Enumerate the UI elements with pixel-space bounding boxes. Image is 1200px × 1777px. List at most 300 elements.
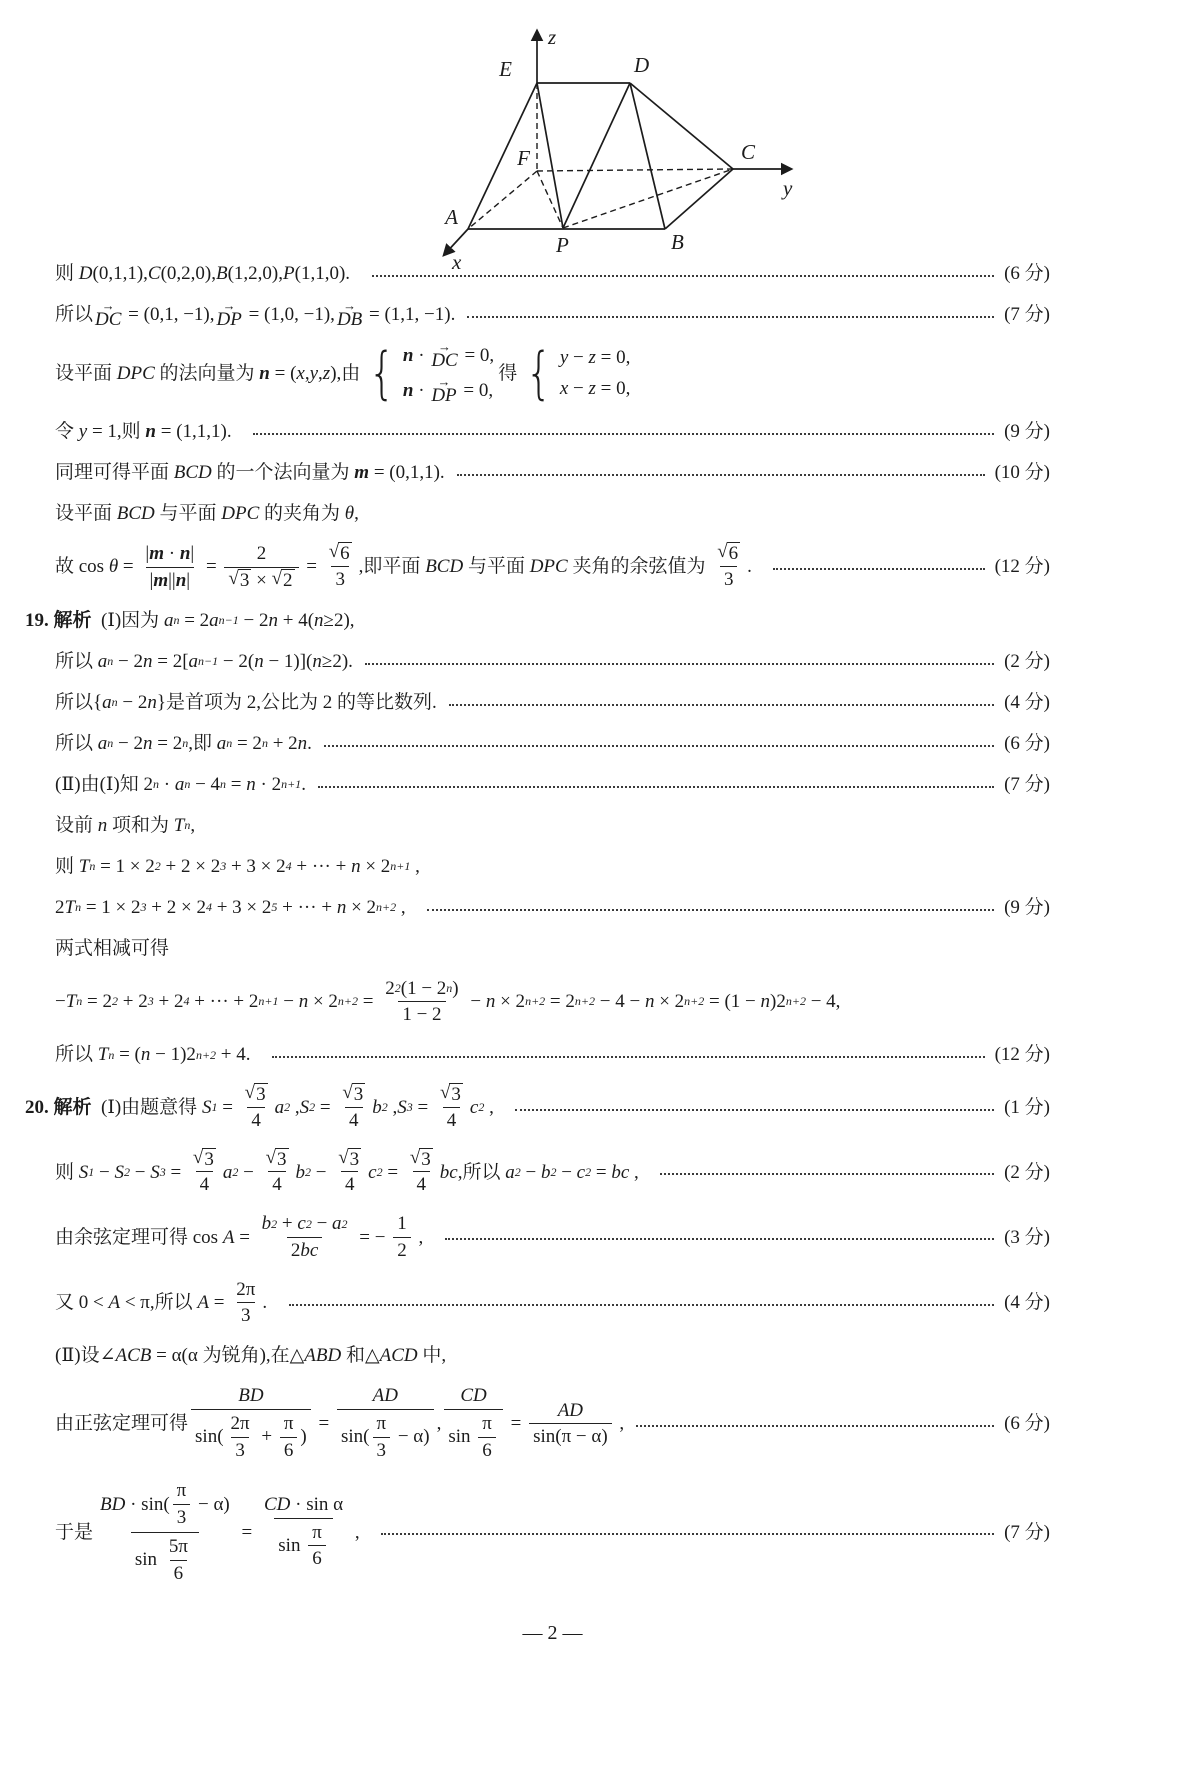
math-text: = (0,1,1).: [369, 462, 445, 484]
math-text: =: [315, 1096, 336, 1118]
score-label: (10 分): [994, 462, 1050, 484]
line-content: [55, 298, 456, 330]
math-variable: n: [314, 609, 324, 631]
dotted-leader: [660, 1173, 994, 1175]
math-text: 的法向量为: [154, 362, 260, 384]
math-text: ·: [413, 345, 430, 367]
solution-line: [55, 1277, 1050, 1330]
math-text: + ··· + 2: [189, 990, 259, 1012]
math-text: |: [186, 569, 191, 591]
math-text: −: [278, 990, 299, 1012]
math-text: sin: [134, 1549, 162, 1571]
superscript: n: [152, 777, 159, 791]
math-text: =: [591, 1161, 612, 1183]
vector: [216, 298, 242, 330]
math-text: × 2: [360, 855, 391, 877]
math-text: |: [190, 543, 195, 564]
math-text: 则: [55, 855, 79, 877]
math-variable: S: [397, 1096, 407, 1118]
numerator: [241, 1083, 272, 1107]
superscript: 2: [112, 994, 119, 1009]
dotted-leader: [324, 745, 994, 747]
math-variable: T: [173, 814, 185, 836]
math-text: 由余弦定理可得 cos: [55, 1226, 223, 1248]
math-variable: n: [485, 990, 496, 1012]
math-text: 3: [176, 1507, 187, 1529]
math-text: =: [217, 1096, 238, 1118]
math-variable: S: [150, 1161, 160, 1183]
left-brace-icon: {: [368, 340, 396, 406]
math-variable: n: [644, 990, 655, 1012]
math-text: (1 − 2: [400, 977, 447, 999]
math-text: ·: [158, 773, 175, 795]
radical: [329, 542, 352, 565]
math-text: 2: [290, 1239, 301, 1261]
math-text: + 2: [118, 990, 148, 1012]
math-variable: a: [102, 691, 112, 713]
superscript: n+2: [684, 994, 705, 1009]
solution-line: [55, 771, 1050, 799]
solution-line: [55, 894, 1050, 922]
dotted-leader: [445, 1238, 994, 1240]
dotted-leader: [427, 909, 994, 911]
subscript: n: [75, 900, 82, 914]
system-row: [560, 377, 631, 401]
subscript: 1: [211, 1100, 218, 1115]
math-bold-variable: m: [354, 462, 370, 484]
math-text: 的夹角为: [259, 503, 345, 525]
numerator: [280, 1412, 298, 1437]
fraction: [191, 1384, 311, 1463]
math-variable: a: [209, 609, 219, 631]
math-text: − 2: [113, 732, 143, 754]
radicand: 6: [728, 543, 739, 565]
math-text: 所以: [55, 650, 98, 672]
solution-line: [55, 1211, 1050, 1264]
line-content: [55, 1477, 369, 1587]
superscript: 2: [585, 1164, 592, 1179]
math-variable: a: [274, 1096, 285, 1118]
math-text: −: [129, 1161, 151, 1183]
vector-arrow-icon: →: [101, 298, 115, 313]
math-text: 1 − 2: [402, 1004, 442, 1026]
math-text: 两式相减可得: [55, 937, 170, 959]
math-text: 3: [335, 569, 345, 591]
fraction: [444, 1384, 503, 1463]
math-variable: S: [78, 1161, 89, 1183]
math-variable: AD: [557, 1399, 584, 1421]
math-text: 所以: [55, 304, 94, 326]
radicand: 3: [353, 1084, 364, 1105]
math-text: = 2: [179, 609, 210, 631]
system-row: [402, 374, 494, 406]
math-text: ),由: [330, 362, 361, 384]
math-text: =: [301, 556, 322, 578]
math-text: 中,: [417, 1345, 447, 1367]
system-row: [402, 339, 495, 371]
dotted-leader: [449, 704, 994, 706]
superscript: 2: [305, 1216, 312, 1231]
math-text: =: [358, 990, 379, 1012]
equation-system: [364, 339, 495, 406]
math-text: 2π: [230, 1412, 250, 1434]
denominator: [444, 1409, 503, 1464]
math-text: = (0,1, −1),: [123, 304, 215, 326]
numerator: [253, 542, 271, 567]
radical-sign-icon: √: [192, 1146, 204, 1168]
math-text: = −: [354, 1226, 391, 1248]
fraction: [406, 1148, 437, 1198]
fraction: [260, 1493, 347, 1572]
math-text: 故 cos: [55, 556, 109, 578]
subscript: n: [184, 777, 191, 791]
math-text: ,: [410, 855, 420, 877]
vector: [431, 374, 457, 406]
math-text: π: [482, 1412, 492, 1434]
axis-label-y: y: [783, 176, 793, 200]
math-variable: a: [174, 773, 185, 795]
math-variable: DPC: [116, 362, 155, 384]
math-text: ,: [413, 1226, 433, 1248]
math-variable: a: [332, 1213, 342, 1235]
math-variable: a: [188, 650, 199, 672]
math-variable: T: [65, 990, 77, 1012]
math-text: + 2: [267, 732, 298, 754]
math-text: −: [94, 1161, 115, 1183]
solid-edges: [444, 31, 791, 255]
superscript: n+1: [258, 994, 279, 1009]
math-text: 4: [199, 1174, 210, 1196]
math-text: = (: [114, 1044, 141, 1066]
math-text: −: [556, 1161, 577, 1183]
subscript: n: [173, 613, 180, 627]
line-content: [55, 541, 761, 594]
math-text: + ··· +: [291, 855, 352, 877]
solution-line: [55, 339, 1050, 406]
radical-sign-icon: √: [265, 1146, 277, 1168]
denominator: [345, 1107, 363, 1133]
denominator: [274, 1518, 333, 1573]
solution-line: [25, 607, 1050, 635]
math-text: ≥2).: [321, 650, 353, 672]
math-text: + 2 × 2: [146, 896, 206, 918]
superscript: n: [446, 980, 453, 995]
math-text: 项和为: [107, 814, 174, 836]
fraction: [338, 1083, 369, 1133]
subscript: n: [184, 818, 191, 832]
math-variable: c: [368, 1161, 377, 1183]
math-variable: a: [216, 732, 227, 754]
denominator: [231, 1437, 249, 1463]
radical: [266, 1148, 289, 1171]
math-text: 和△: [341, 1345, 380, 1367]
line-content: [55, 420, 241, 444]
solution-line: [55, 812, 1050, 840]
page-number: — 2 —: [522, 1622, 583, 1645]
math-text: =: [236, 1521, 257, 1543]
math-variable: CD: [460, 1385, 487, 1407]
math-text: ,: [387, 1096, 398, 1118]
math-variable: CD: [263, 1493, 291, 1515]
superscript: n+2: [574, 994, 595, 1009]
superscript: n+2: [785, 994, 806, 1009]
math-variable: a: [163, 609, 174, 631]
math-text: + ··· +: [277, 896, 337, 918]
math-text: 3: [723, 569, 734, 591]
vector-arrow-icon: →: [343, 298, 357, 313]
math-text: × 2: [346, 896, 377, 918]
vector-arrow-icon: →: [222, 298, 236, 313]
vector-letters: DB: [336, 309, 363, 330]
math-variable: S: [201, 1096, 212, 1118]
numerator: [393, 1212, 411, 1237]
math-text: 5π: [168, 1535, 188, 1557]
fraction: [478, 1412, 496, 1463]
line-content: [55, 814, 195, 838]
line-content: [55, 461, 445, 485]
math-text: 由正弦定理可得: [55, 1412, 189, 1434]
math-variable: ACB: [115, 1345, 152, 1367]
score-label: (12 分): [994, 556, 1050, 578]
math-text: · sin(: [125, 1493, 170, 1515]
math-text: ): [452, 977, 459, 999]
math-text: = 2: [82, 990, 113, 1012]
dotted-leader: [773, 568, 984, 570]
score-label: (2 分): [1004, 650, 1050, 672]
subscript: n: [226, 736, 233, 750]
solution-line: [55, 298, 1050, 330]
solution-line: [55, 459, 1050, 487]
solution-line: [55, 648, 1050, 676]
score-label: (7 分): [1004, 304, 1050, 326]
math-text: 4: [344, 1174, 355, 1196]
score-label: (6 分): [1004, 263, 1050, 285]
math-variable: S: [114, 1161, 124, 1183]
vertex-label-E: E: [499, 57, 512, 81]
math-bold-variable: n: [402, 380, 414, 402]
denominator: [146, 567, 195, 593]
denominator: [287, 1237, 322, 1263]
math-text: ,: [436, 1412, 442, 1434]
math-text: .: [301, 773, 306, 795]
radical: [272, 569, 295, 592]
math-bold-variable: n: [175, 569, 187, 591]
numerator: [165, 1535, 192, 1560]
superscript: 2: [305, 1164, 312, 1179]
subscript: n: [107, 736, 114, 750]
math-variable: BCD: [425, 556, 464, 578]
math-text: (Ⅱ)设∠: [55, 1345, 116, 1367]
math-text: 6: [283, 1439, 294, 1461]
numerator: [308, 1521, 326, 1546]
fraction: [325, 542, 356, 592]
denominator: [393, 1237, 411, 1263]
dotted-leader: [636, 1425, 994, 1427]
math-text: |: [145, 543, 150, 564]
score-label: (1 分): [1004, 1096, 1050, 1118]
math-text: (0,1,1),: [92, 263, 148, 285]
math-text: × 2: [654, 990, 685, 1012]
solution-line: [55, 1342, 1050, 1370]
math-variable: DPC: [529, 556, 568, 578]
math-variable: A: [222, 1226, 235, 1248]
subscript: n−1: [218, 613, 239, 627]
math-variable: n: [298, 990, 309, 1012]
math-variable: P: [283, 263, 295, 285]
superscript: 2: [550, 1164, 557, 1179]
math-variable: T: [78, 855, 90, 877]
vector-letters: DP: [216, 309, 242, 330]
fraction: [334, 1148, 365, 1198]
radical: [410, 1148, 433, 1171]
math-variable: DPC: [221, 503, 260, 525]
line-content: [55, 1147, 648, 1199]
math-variable: b: [372, 1096, 382, 1118]
math-text: 与平面: [463, 556, 530, 578]
math-text: 于是: [55, 1521, 94, 1543]
math-variable: z: [588, 378, 596, 399]
radical-sign-icon: √: [338, 1146, 349, 1168]
math-text: < π,所以: [120, 1292, 198, 1314]
math-text: − 1)](: [263, 650, 313, 672]
fraction: [436, 1083, 467, 1133]
math-text: π: [312, 1521, 322, 1543]
math-text: ,所以: [457, 1161, 506, 1183]
solution-line: [55, 1041, 1050, 1069]
math-text: sin: [448, 1426, 476, 1448]
math-text: − α): [193, 1493, 230, 1515]
fraction: [141, 542, 198, 593]
math-text: 夹角的余弦值为: [567, 556, 711, 578]
denominator: [529, 1423, 612, 1449]
fraction: [165, 1535, 192, 1586]
math-text: −: [465, 990, 486, 1012]
solution-line: [25, 1082, 1050, 1134]
vertex-label-P: P: [556, 233, 569, 257]
math-variable: C: [147, 263, 161, 285]
numerator: [141, 542, 198, 567]
line-content: [55, 937, 169, 961]
line-content: [55, 976, 840, 1029]
vertex-label-A: A: [445, 205, 458, 229]
vertex-label-C: C: [741, 140, 756, 164]
denominator: [720, 566, 738, 592]
math-variable: A: [197, 1292, 209, 1314]
dotted-leader: [381, 1533, 994, 1535]
denominator: [191, 1409, 311, 1464]
line-content: [55, 1383, 624, 1464]
fraction: [96, 1478, 234, 1586]
math-variable: n: [268, 609, 278, 631]
math-text: 与平面: [154, 503, 222, 525]
system-rows: [402, 339, 495, 406]
math-text: .: [262, 1292, 277, 1314]
math-text: 设前: [55, 814, 98, 836]
math-variable: a: [222, 1161, 233, 1183]
solution-body: [25, 260, 1050, 1587]
math-text: = 2: [232, 732, 262, 754]
subscript: 3: [406, 1100, 413, 1115]
superscript: 2: [376, 1164, 383, 1179]
math-text: 6: [482, 1439, 492, 1461]
math-variable: bc: [439, 1161, 458, 1183]
dotted-leader: [365, 663, 994, 665]
radical-sign-icon: √: [409, 1146, 421, 1168]
radical-sign-icon: √: [342, 1082, 353, 1103]
math-variable: b: [295, 1161, 306, 1183]
math-variable: n: [246, 773, 256, 795]
math-text: ,: [290, 1096, 300, 1118]
denominator: [196, 1171, 214, 1197]
math-text: 则: [55, 1161, 79, 1183]
math-variable: c: [297, 1213, 306, 1235]
vector: [95, 298, 122, 330]
math-text: ,即: [188, 732, 217, 754]
denominator: [341, 1171, 359, 1197]
superscript: 2: [381, 1100, 388, 1115]
math-variable: n: [142, 650, 153, 672]
math-text: = α(α 为锐角),在△: [151, 1345, 305, 1367]
math-text: = 0,: [595, 378, 631, 399]
fraction: [308, 1521, 326, 1572]
math-text: 又 0 <: [55, 1292, 109, 1314]
math-text: 4: [251, 1109, 261, 1131]
numerator: [713, 542, 744, 566]
math-text: =: [313, 1412, 334, 1434]
numerator: [338, 1083, 369, 1107]
math-text: × 2: [308, 990, 338, 1012]
math-text: − α): [393, 1426, 430, 1448]
math-text: 2: [55, 896, 65, 918]
math-bold-variable: n: [179, 543, 191, 564]
dotted-leader: [272, 1056, 985, 1058]
math-text: 6: [173, 1562, 184, 1584]
math-text: = (1,1, −1).: [364, 304, 456, 326]
math-text: +: [277, 1213, 298, 1235]
math-variable: n: [140, 1044, 151, 1066]
math-text: (1,2,0),: [227, 263, 284, 285]
superscript: 2: [284, 1100, 291, 1115]
math-text: · sin α: [290, 1493, 344, 1515]
math-text: −: [568, 347, 589, 369]
problem-number-label: 20. 解析: [25, 1096, 92, 1118]
fraction: [381, 977, 462, 1028]
numerator: [478, 1412, 496, 1437]
math-text: = 1,则: [87, 421, 146, 443]
numerator: [173, 1479, 191, 1504]
math-text: (Ⅱ)由(Ⅰ)知 2: [55, 773, 153, 795]
math-text: = 0,: [458, 380, 494, 402]
line-content: [55, 1344, 446, 1368]
math-variable: x: [559, 378, 569, 399]
math-text: =: [226, 773, 247, 795]
line-content: [55, 855, 420, 879]
numerator: [406, 1148, 437, 1172]
solution-line: [55, 976, 1050, 1029]
denominator: [224, 567, 298, 593]
solution-line: [55, 730, 1050, 758]
fraction: [232, 1278, 259, 1329]
math-text: 4: [446, 1109, 457, 1131]
math-text: = 0,: [595, 347, 631, 369]
math-variable: n: [147, 691, 157, 713]
math-text: = (: [269, 362, 297, 384]
math-text: = 1 × 2: [95, 855, 155, 877]
math-text: (Ⅰ)由题意得: [91, 1096, 202, 1118]
numerator: [96, 1478, 234, 1532]
fraction: [337, 1384, 434, 1463]
score-label: (2 分): [1004, 1161, 1050, 1183]
